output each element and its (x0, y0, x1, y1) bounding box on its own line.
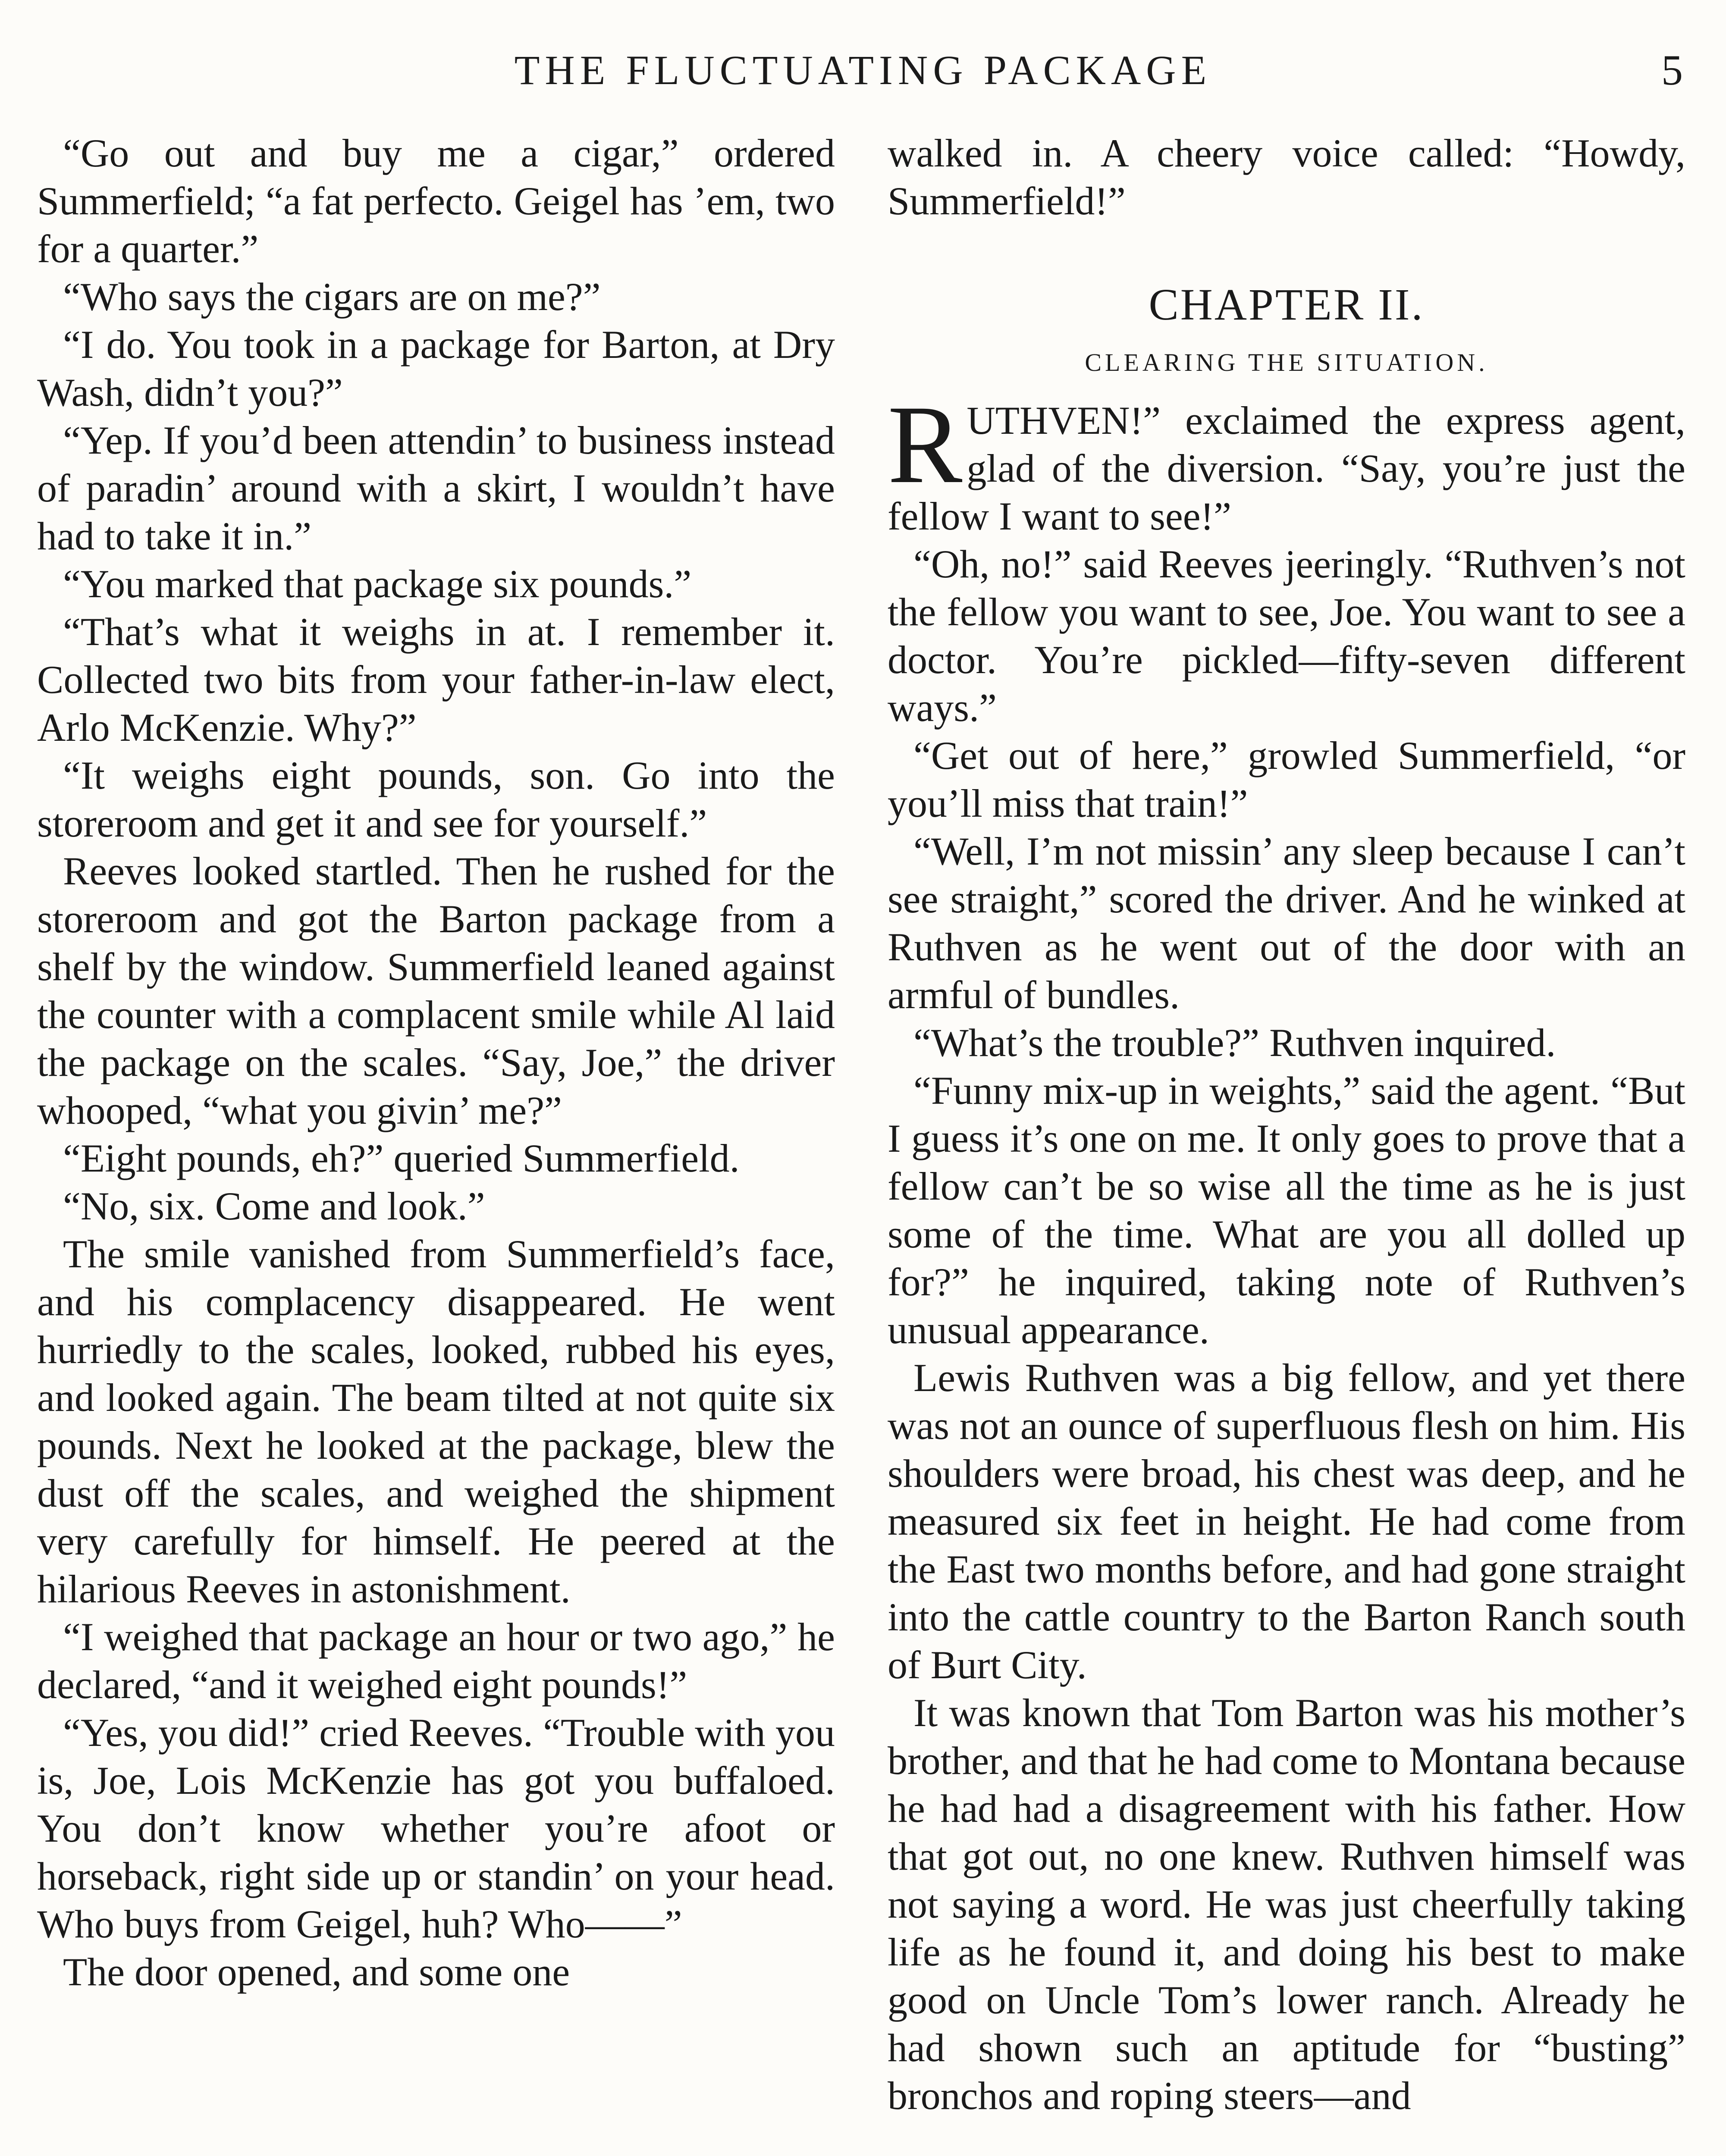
paragraph: The door opened, and some one (63, 1950, 570, 1994)
paragraph: “Well, I’m not missin’ any sleep because I can’t see straight,” scored the driver. And he winked at Ruthven as he went out of the door with an armful of bundles. (888, 829, 1685, 1017)
paragraph: “Go out and buy me a cigar,” ordered Summerfield; “a fat perfecto. Geigel has ’em, two for a quarter.” (37, 131, 835, 271)
paragraph: “Eight pounds, eh?” queried Summerfield. (63, 1136, 740, 1180)
paragraph: The smile vanished from Summerfield’s face, and his complacency disappeared. He went hurriedly to the scales, looked, rubbed his eyes, and looked again. The beam tilted at not quite six pounds. Next he looked at the package, blew the dust off the scales, and weighed the shipment very carefully for himself. He peered at the hilarious Reeves in astonishment. (37, 1232, 835, 1611)
paragraph: “Yep. If you’d been attendin’ to business instead of paradin’ around with a skirt, I wouldn’t have had to take it in.” (37, 418, 835, 558)
drop-cap: R (888, 382, 963, 507)
opening-text: UTHVEN!” exclaimed the express agent, glad of the diversion. “Say, you’re just the fellow I want to see!” (888, 398, 1685, 538)
right-column (888, 129, 1685, 2156)
paragraph: “Funny mix-up in weights,” said the agent. “But I guess it’s one on me. It only goes to prove that a fellow can’t be so wise all the time as he is just some of the time. What are you all dolled up for?” he inquired, taking note of Ruthven’s unusual appearance. (888, 1069, 1685, 1352)
paragraph: “I weighed that package an hour or two ago,” he declared, “and it weighed eight pounds!” (37, 1615, 835, 1707)
paragraph: Lewis Ruthven was a big fellow, and yet there was not an ounce of superfluous flesh on him. His shoulders were broad, his chest was deep, and he measured six feet in height. He had come from the East two months before, and had gone straight into the cattle country to the Barton Ranch south of Burt City. (888, 1356, 1685, 1687)
paragraph: “What’s the trouble?” Ruthven inquired. (913, 1021, 1556, 1065)
paragraph-continued: walked in. A cheery voice called: “Howdy, Summerfield!” (888, 131, 1685, 223)
paragraph: “No, six. Come and look.” (63, 1184, 485, 1228)
paragraph: “Yes, you did!” cried Reeves. “Trouble with you is, Joe, Lois McKenzie has got you buffaloed. You don’t know whether you’re afoot or horseback, right side up or standin’ on your head. Who buys from Geigel, huh? Who——” (37, 1711, 835, 1946)
paragraph: It was known that Tom Barton was his mother’s brother, and that he had come to Montana because he had had a disagreement with his father. How that got out, no one knew. Ruthven himself was not saying a word. He was just cheerfully taking life as he found it, and doing his best to make good on Uncle Tom’s lower ranch. Already he had shown such an aptitude for “busting” bronchos and roping steers—and (888, 1691, 1685, 2118)
paragraph: “That’s what it weighs in at. I remember it. Collected two bits from your father-in-law elect, Arlo McKenzie. Why?” (37, 610, 835, 749)
paragraph: “It weighs eight pounds, son. Go into the storeroom and get it and see for yourself.” (37, 753, 835, 845)
page-header-title: THE FLUCTUATING PACKAGE (514, 47, 1212, 93)
chapter-opening-paragraph (888, 382, 1685, 540)
paragraph: “Get out of here,” growled Summerfield, “or you’ll miss that train!” (888, 733, 1685, 825)
paragraph: “You marked that package six pounds.” (63, 562, 692, 606)
paragraph: “Oh, no!” said Reeves jeeringly. “Ruthven’s not the fellow you want to see, Joe. You want to see a doctor. You’re pickled—fifty-seven different ways.” (888, 542, 1685, 730)
paragraph: Reeves looked startled. Then he rushed for the storeroom and got the Barton package from a shelf by the window. Summerfield leaned against the counter with a complacent smile while Al laid the package on the scales. “Say, Joe,” the driver whooped, “what you givin’ me?” (37, 849, 835, 1132)
chapter-subtitle: CLEARING THE SITUATION. (1085, 348, 1488, 376)
chapter-title: CHAPTER II. (1149, 280, 1425, 329)
left-column (37, 129, 835, 2156)
running-header (35, 42, 1691, 98)
paragraph: “Who says the cigars are on me?” (63, 275, 601, 319)
page-number: 5 (1661, 46, 1683, 94)
paragraph: “I do. You took in a package for Barton, at Dry Wash, didn’t you?” (37, 323, 835, 414)
